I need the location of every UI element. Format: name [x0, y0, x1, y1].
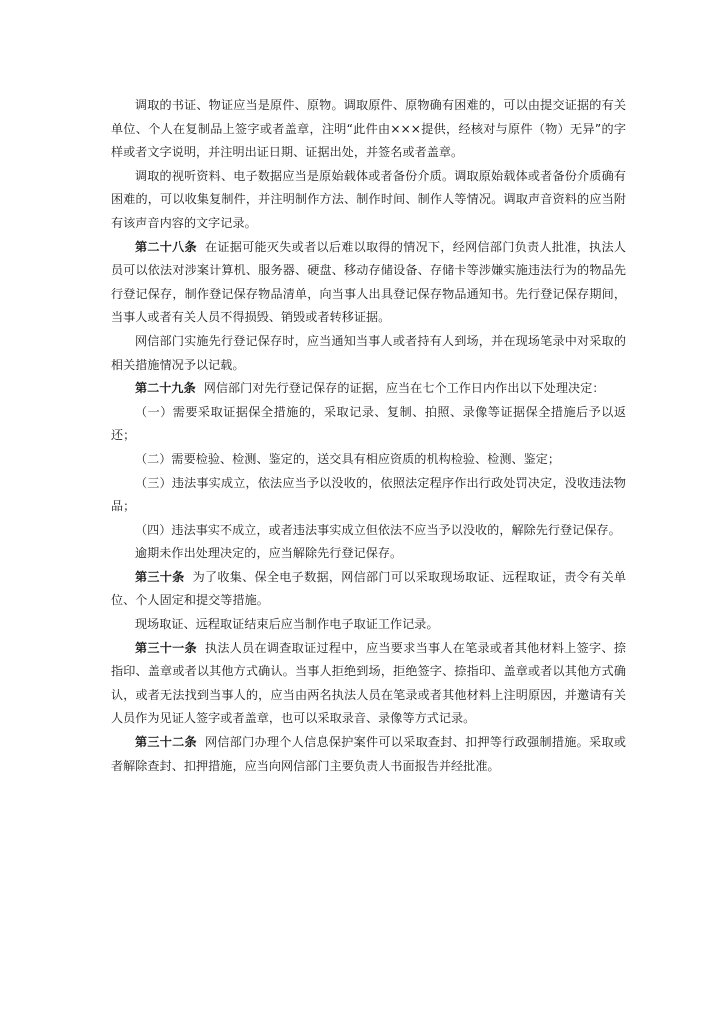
article-number: 第二十八条	[135, 239, 197, 254]
paragraph-text: （二）需要检验、检测、鉴定的，送交具有相应资质的机构检验、检测、鉴定；	[135, 451, 561, 466]
paragraph-text: 网信部门对先行登记保存的证据，应当在七个工作日内作出以下处理决定：	[203, 381, 605, 396]
paragraph	[111, 448, 626, 472]
paragraph-text: 网信部门办理个人信息保护案件可以采取查封、扣押等行政强制措施。采取或者解除查封、扣押措施，应当向网信部门主要负责人书面报告并经批准。	[111, 735, 626, 773]
document-page	[111, 94, 626, 778]
paragraph	[111, 236, 626, 330]
paragraph	[111, 613, 626, 637]
article-number: 第三十条	[135, 569, 185, 584]
paragraph-text: （四）违法事实不成立，或者违法事实成立但依法不应当予以没收的，解除先行登记保存。	[135, 522, 621, 537]
paragraph-text: （三）违法事实成立，依法应当予以没收的，依照法定程序作出行政处罚决定，没收违法物品；	[111, 475, 626, 514]
article-number: 第三十一条	[135, 640, 197, 655]
paragraph-text: 网信部门实施先行登记保存时，应当通知当事人或者持有人到场，并在现场笔录中对采取的相关措施情况予以记载。	[111, 333, 626, 372]
paragraph	[111, 731, 626, 778]
paragraph-text: 调取的视听资料、电子数据应当是原始载体或者备份介质。调取原始载体或者备份介质确有困难的，可以收集复制件，并注明制作方法、制作时间、制作人等情况。调取声音资料的应当附有该声音内容的文字记录。	[111, 168, 626, 230]
paragraph	[111, 165, 626, 236]
paragraph	[111, 94, 626, 165]
paragraph	[111, 401, 626, 448]
paragraph	[111, 542, 626, 566]
paragraph	[111, 472, 626, 519]
paragraph	[111, 566, 626, 613]
paragraph-text: （一）需要采取证据保全措施的，采取记录、复制、拍照、录像等证据保全措施后予以返还；	[111, 404, 626, 443]
paragraph-text: 现场取证、远程取证结束后应当制作电子取证工作记录。	[135, 617, 439, 632]
paragraph-text: 在证据可能灭失或者以后难以取得的情况下，经网信部门负责人批准，执法人员可以依法对涉案计算机、服务器、硬盘、移动存储设备、存储卡等涉嫌实施违法行为的物品先行登记保存，制作登记保存物品清单，向当事人出具登记保存物品通知书。先行登记保存期间，当事人或者有关人员不得损毁、销毁或者转移证据。	[111, 239, 626, 325]
paragraph-text: 逾期未作出处理决定的，应当解除先行登记保存。	[135, 546, 403, 561]
paragraph	[111, 377, 626, 401]
article-number: 第三十二条	[135, 735, 197, 750]
paragraph	[111, 519, 626, 543]
paragraph-text: 执法人员在调查取证过程中，应当要求当事人在笔录或者其他材料上签字、捺指印、盖章或者以其他方式确认。当事人拒绝到场，拒绝签字、捺指印、盖章或者以其他方式确认，或者无法找到当事人的，应当由两名执法人员在笔录或者其他材料上注明原因，并邀请有关人员作为见证人签字或者盖章，也可以采取录音、录像等方式记录。	[111, 640, 626, 726]
paragraph	[111, 330, 626, 377]
paragraph-text: 为了收集、保全电子数据，网信部门可以采取现场取证、远程取证，责令有关单位、个人固定和提交等措施。	[111, 569, 626, 608]
paragraph	[111, 637, 626, 731]
article-number: 第二十九条	[135, 381, 196, 396]
paragraph-text: 调取的书证、物证应当是原件、原物。调取原件、原物确有困难的，可以由提交证据的有关单位、个人在复制品上签字或者盖章，注明“此件由×××提供，经核对与原件（物）无异”的字样或者文字说明，并注明出证日期、证据出处，并签名或者盖章。	[111, 98, 626, 160]
